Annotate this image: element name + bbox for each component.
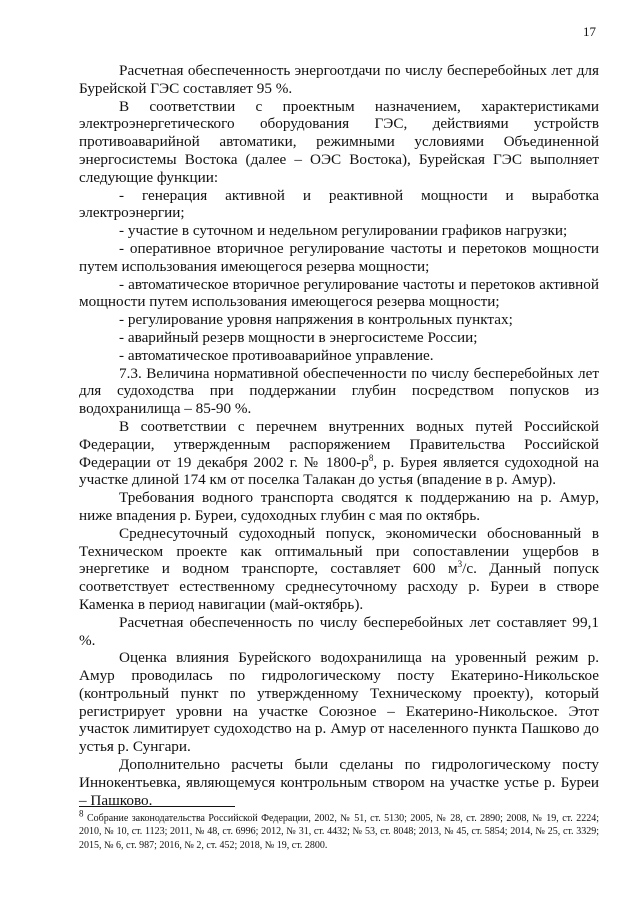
footnote-mark: 8	[79, 808, 84, 819]
footnote-text: Собрание законодательства Российской Федерации, 2002, № 51, ст. 5130; 2005, № 28, ст. 2890; 2008, № 19, ст. 2224; 2010, № 10, ст. 1123; 2011, № 48, ст. 6996; 2012, № 31, ст. 4432; № 53, ст. 8048; 2013, № 45, ст. 5854; 2014, № 25, ст. 3329; 2015, № 6, ст. 987; 2016, № 2, ст. 452; 2018, № 19, ст. 2800.	[79, 813, 599, 851]
list-item: - аварийный резерв мощности в энергосистеме России;	[119, 328, 478, 346]
page-body	[79, 62, 599, 809]
list-item: - регулирование уровня напряжения в контрольных пунктах;	[119, 311, 513, 329]
release-paragraph	[79, 525, 599, 614]
list-item: - генерация активной и реактивной мощности и выработка электроэнергии;	[79, 186, 599, 222]
list-item: - участие в суточном и недельном регулировании графиков нагрузки;	[119, 222, 568, 240]
paragraph: Дополнительно расчеты были сделаны по гидрологическому посту Иннокентьевка, являющемуся контрольным створом на участке устье р. Буреи – Пашково.	[79, 756, 599, 809]
paragraph: Расчетная обеспеченность энергоотдачи по числу бесперебойных лет для Бурейской ГЭС составляет 95 %.	[79, 62, 599, 97]
footnote-ref: 8	[368, 452, 374, 463]
list-item: - оперативное вторичное регулирование частоты и перетоков мощности путем использования имеющегося резерва мощности;	[79, 239, 599, 275]
paragraph: Расчетная обеспеченность по числу бесперебойных лет составляет 99,1 %.	[79, 613, 599, 649]
waterway-text-start: В соответствии с перечнем внутренних водных путей Российской Федерации, утвержденным распоряжением Правительства Российской Федерации от 19 декабря 2002 г. № 1800-р	[79, 417, 599, 471]
section-7-3-paragraph: 7.3. Величина нормативной обеспеченности по числу бесперебойных лет для судоходства при поддержании глубин посредством попусков из водохранилища – 85-90 %.	[79, 364, 599, 418]
paragraph: Требования водного транспорта сводятся к поддержанию на р. Амур, ниже впадения р. Буреи, судоходных глубин с мая по октябрь.	[79, 489, 599, 524]
release-text-end: /с. Данный попуск соответствует естественному среднесуточному расходу р. Буреи в створе Каменка в период навигации (май-октябрь).	[79, 560, 599, 613]
waterway-paragraph	[79, 418, 599, 489]
unit-superscript: 3	[457, 559, 463, 570]
waterway-text-end: , р. Бурея является судоходной на участке длиной 174 км от поселка Талакан до устья (впадение в р. Амур).	[79, 453, 599, 489]
paragraph: В соответствии с проектным назначением, характеристиками электроэнергетического оборудования ГЭС, действиями устройств противоаварийной автоматики, режимными условиями Объединенной энергосистемы Востока (далее – ОЭС Востока), Бурейская ГЭС выполняет следующие функции:	[79, 97, 599, 186]
list-item: - автоматическое вторичное регулирование частоты и перетоков активной мощности путем использования имеющегося резерва мощности;	[79, 275, 599, 311]
release-text-start: Среднесуточный судоходный попуск, экономически обоснованный в Техническом проекте как оптимальный при сопоставлении ущербов в энергетике и водном транспорте, составляет 600 м	[79, 524, 599, 578]
footnote	[79, 808, 599, 852]
list-item: - автоматическое противоаварийное управление.	[119, 346, 434, 364]
footnote-divider	[79, 806, 235, 807]
page-number: 17	[583, 24, 596, 39]
paragraph: Оценка влияния Бурейского водохранилища на уровенный режим р. Амур проводилась по гидрологическому посту Екатерино-Никольское (контрольный пункт по утвержденному Техническому проекту), который регистрирует уровни на участке Союзное – Екатерино-Никольское. Этот участок лимитирует судоходство на р. Амур от населенного пункта Пашково до устья р. Сунгари.	[79, 649, 599, 756]
